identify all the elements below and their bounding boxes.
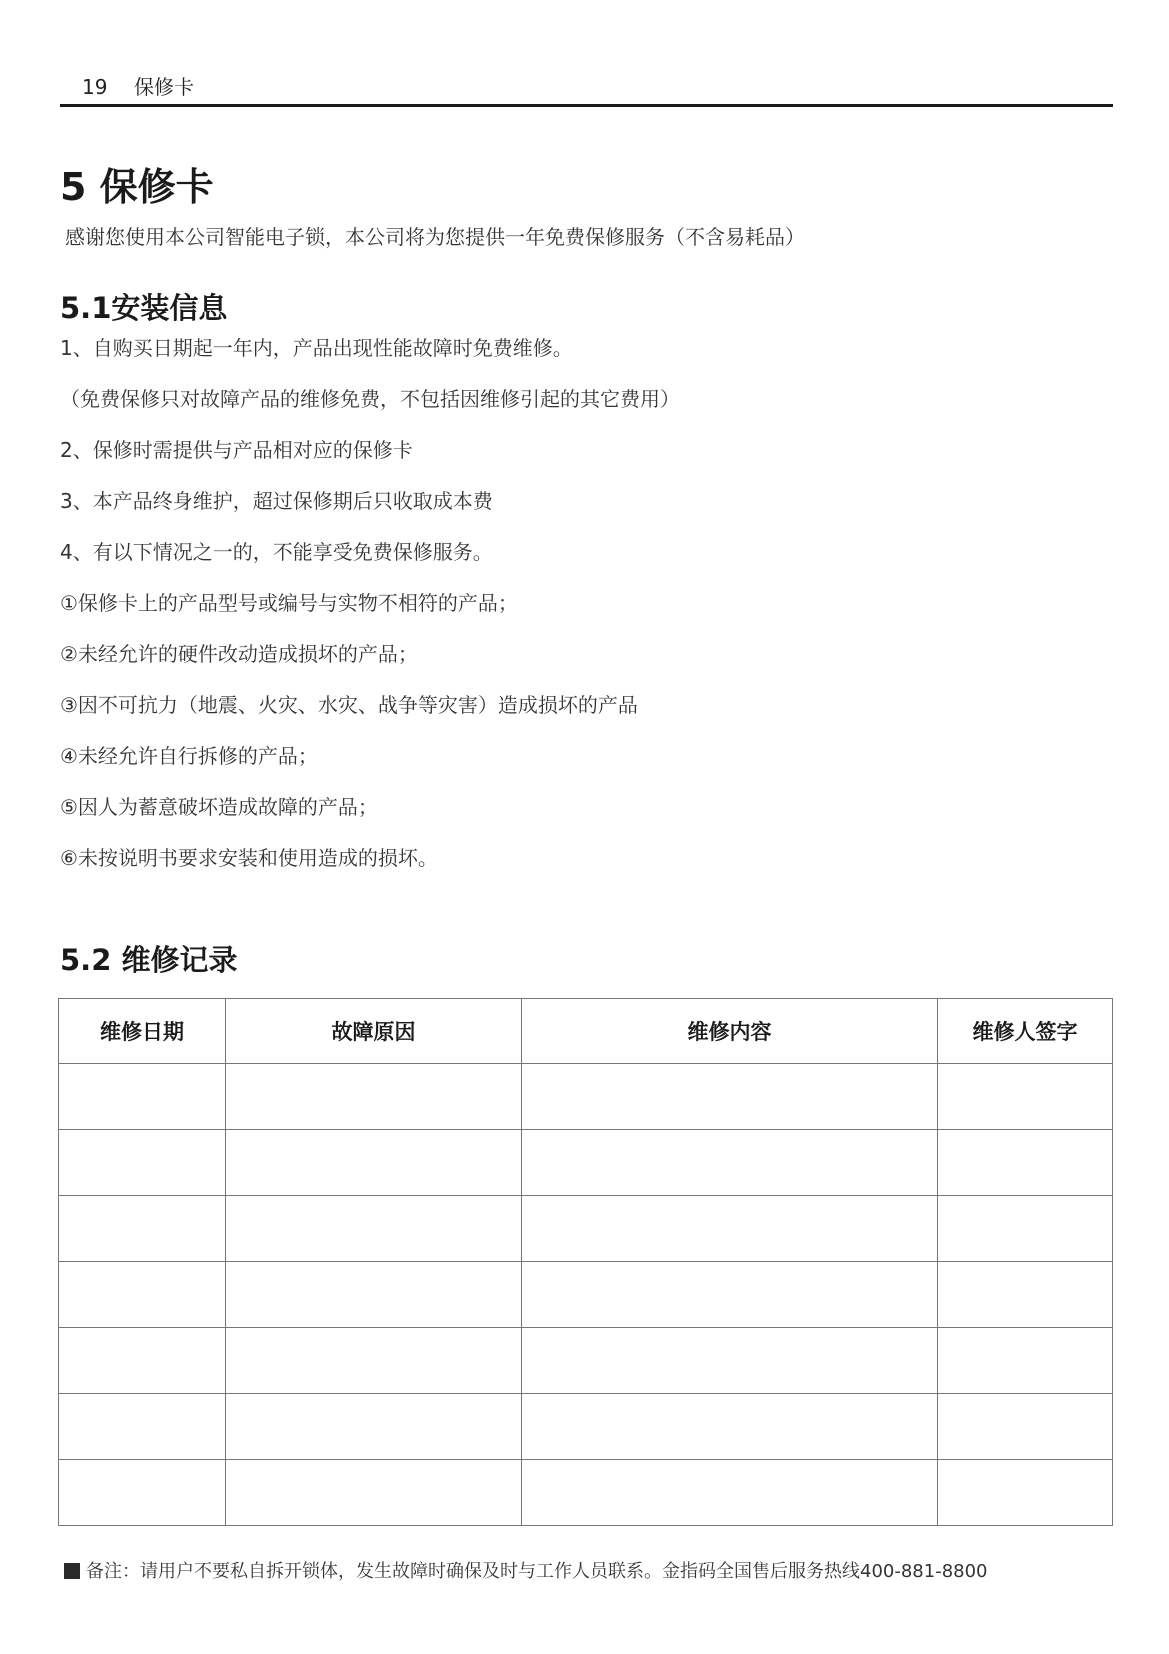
table-cell: [59, 1328, 226, 1394]
table-cell: [59, 1196, 226, 1262]
list-item: 4、有以下情况之一的，不能享受免费保修服务。: [60, 540, 493, 564]
table-cell: [522, 1394, 938, 1460]
table-row: [59, 1328, 1113, 1394]
table-cell: [59, 1394, 226, 1460]
table-cell: [522, 1064, 938, 1130]
table-cell: [938, 1262, 1113, 1328]
table-cell: [522, 1196, 938, 1262]
table-cell: [938, 1196, 1113, 1262]
table-cell: [938, 1064, 1113, 1130]
list-item: ⑥未按说明书要求安装和使用造成的损坏。: [60, 846, 438, 870]
table-cell: [938, 1460, 1113, 1526]
list-item: 1、自购买日期起一年内，产品出现性能故障时免费维修。: [60, 336, 573, 360]
repair-record-title: 5.2 维修记录: [60, 943, 238, 977]
list-item: ⑤因人为蓄意破坏造成故障的产品；: [60, 795, 378, 819]
list-item: ④未经允许自行拆修的产品；: [60, 744, 318, 768]
table-cell: [522, 1130, 938, 1196]
list-item: ①保修卡上的产品型号或编号与实物不相符的产品；: [60, 591, 518, 615]
list-item: ②未经允许的硬件改动造成损坏的产品；: [60, 642, 418, 666]
table-row: [59, 1196, 1113, 1262]
header-title: 保修卡: [134, 75, 194, 99]
table-row: [59, 1394, 1113, 1460]
install-info-title: 5.1安装信息: [60, 291, 228, 325]
table-row: [59, 1460, 1113, 1526]
column-header-repair-content: 维修内容: [522, 999, 938, 1064]
table-cell: [59, 1460, 226, 1526]
page-header: [60, 70, 1113, 107]
list-item: （免费保修只对故障产品的维修免费，不包括因维修引起的其它费用）: [60, 387, 680, 411]
install-info-list: [60, 333, 680, 894]
table-cell: [522, 1460, 938, 1526]
table-cell: [59, 1064, 226, 1130]
table-cell: [522, 1262, 938, 1328]
column-header-date: 维修日期: [59, 999, 226, 1064]
column-header-fault-cause: 故障原因: [226, 999, 522, 1064]
table-row: [59, 1262, 1113, 1328]
footer-note-text: 备注：请用户不要私自拆开锁体，发生故障时确保及时与工作人员联系。金指码全国售后服务热线400-881-8800: [86, 1561, 988, 1582]
page-number: 19: [82, 75, 108, 99]
repair-record-table: [58, 998, 1113, 1526]
list-item: ③因不可抗力（地震、火灾、水灾、战争等灾害）造成损坏的产品: [60, 693, 638, 717]
section-title: 5 保修卡: [60, 165, 214, 209]
footer-note: [64, 1557, 988, 1583]
table-cell: [938, 1328, 1113, 1394]
table-cell: [938, 1130, 1113, 1196]
table-cell: [226, 1196, 522, 1262]
table-cell: [226, 1394, 522, 1460]
square-bullet-icon: [64, 1563, 80, 1579]
table-cell: [226, 1460, 522, 1526]
table-cell: [59, 1262, 226, 1328]
table-cell: [226, 1064, 522, 1130]
table-cell: [522, 1328, 938, 1394]
list-item: 2、保修时需提供与产品相对应的保修卡: [60, 438, 413, 462]
list-item: 3、本产品终身维护，超过保修期后只收取成本费: [60, 489, 493, 513]
table-header-row: [59, 999, 1113, 1064]
column-header-technician-signature: 维修人签字: [938, 999, 1113, 1064]
table-cell: [938, 1394, 1113, 1460]
table-row: [59, 1130, 1113, 1196]
table-row: [59, 1064, 1113, 1130]
table-cell: [226, 1328, 522, 1394]
table-cell: [59, 1130, 226, 1196]
table-cell: [226, 1130, 522, 1196]
section-intro: 感谢您使用本公司智能电子锁，本公司将为您提供一年免费保修服务（不含易耗品）: [65, 225, 805, 249]
table-cell: [226, 1262, 522, 1328]
